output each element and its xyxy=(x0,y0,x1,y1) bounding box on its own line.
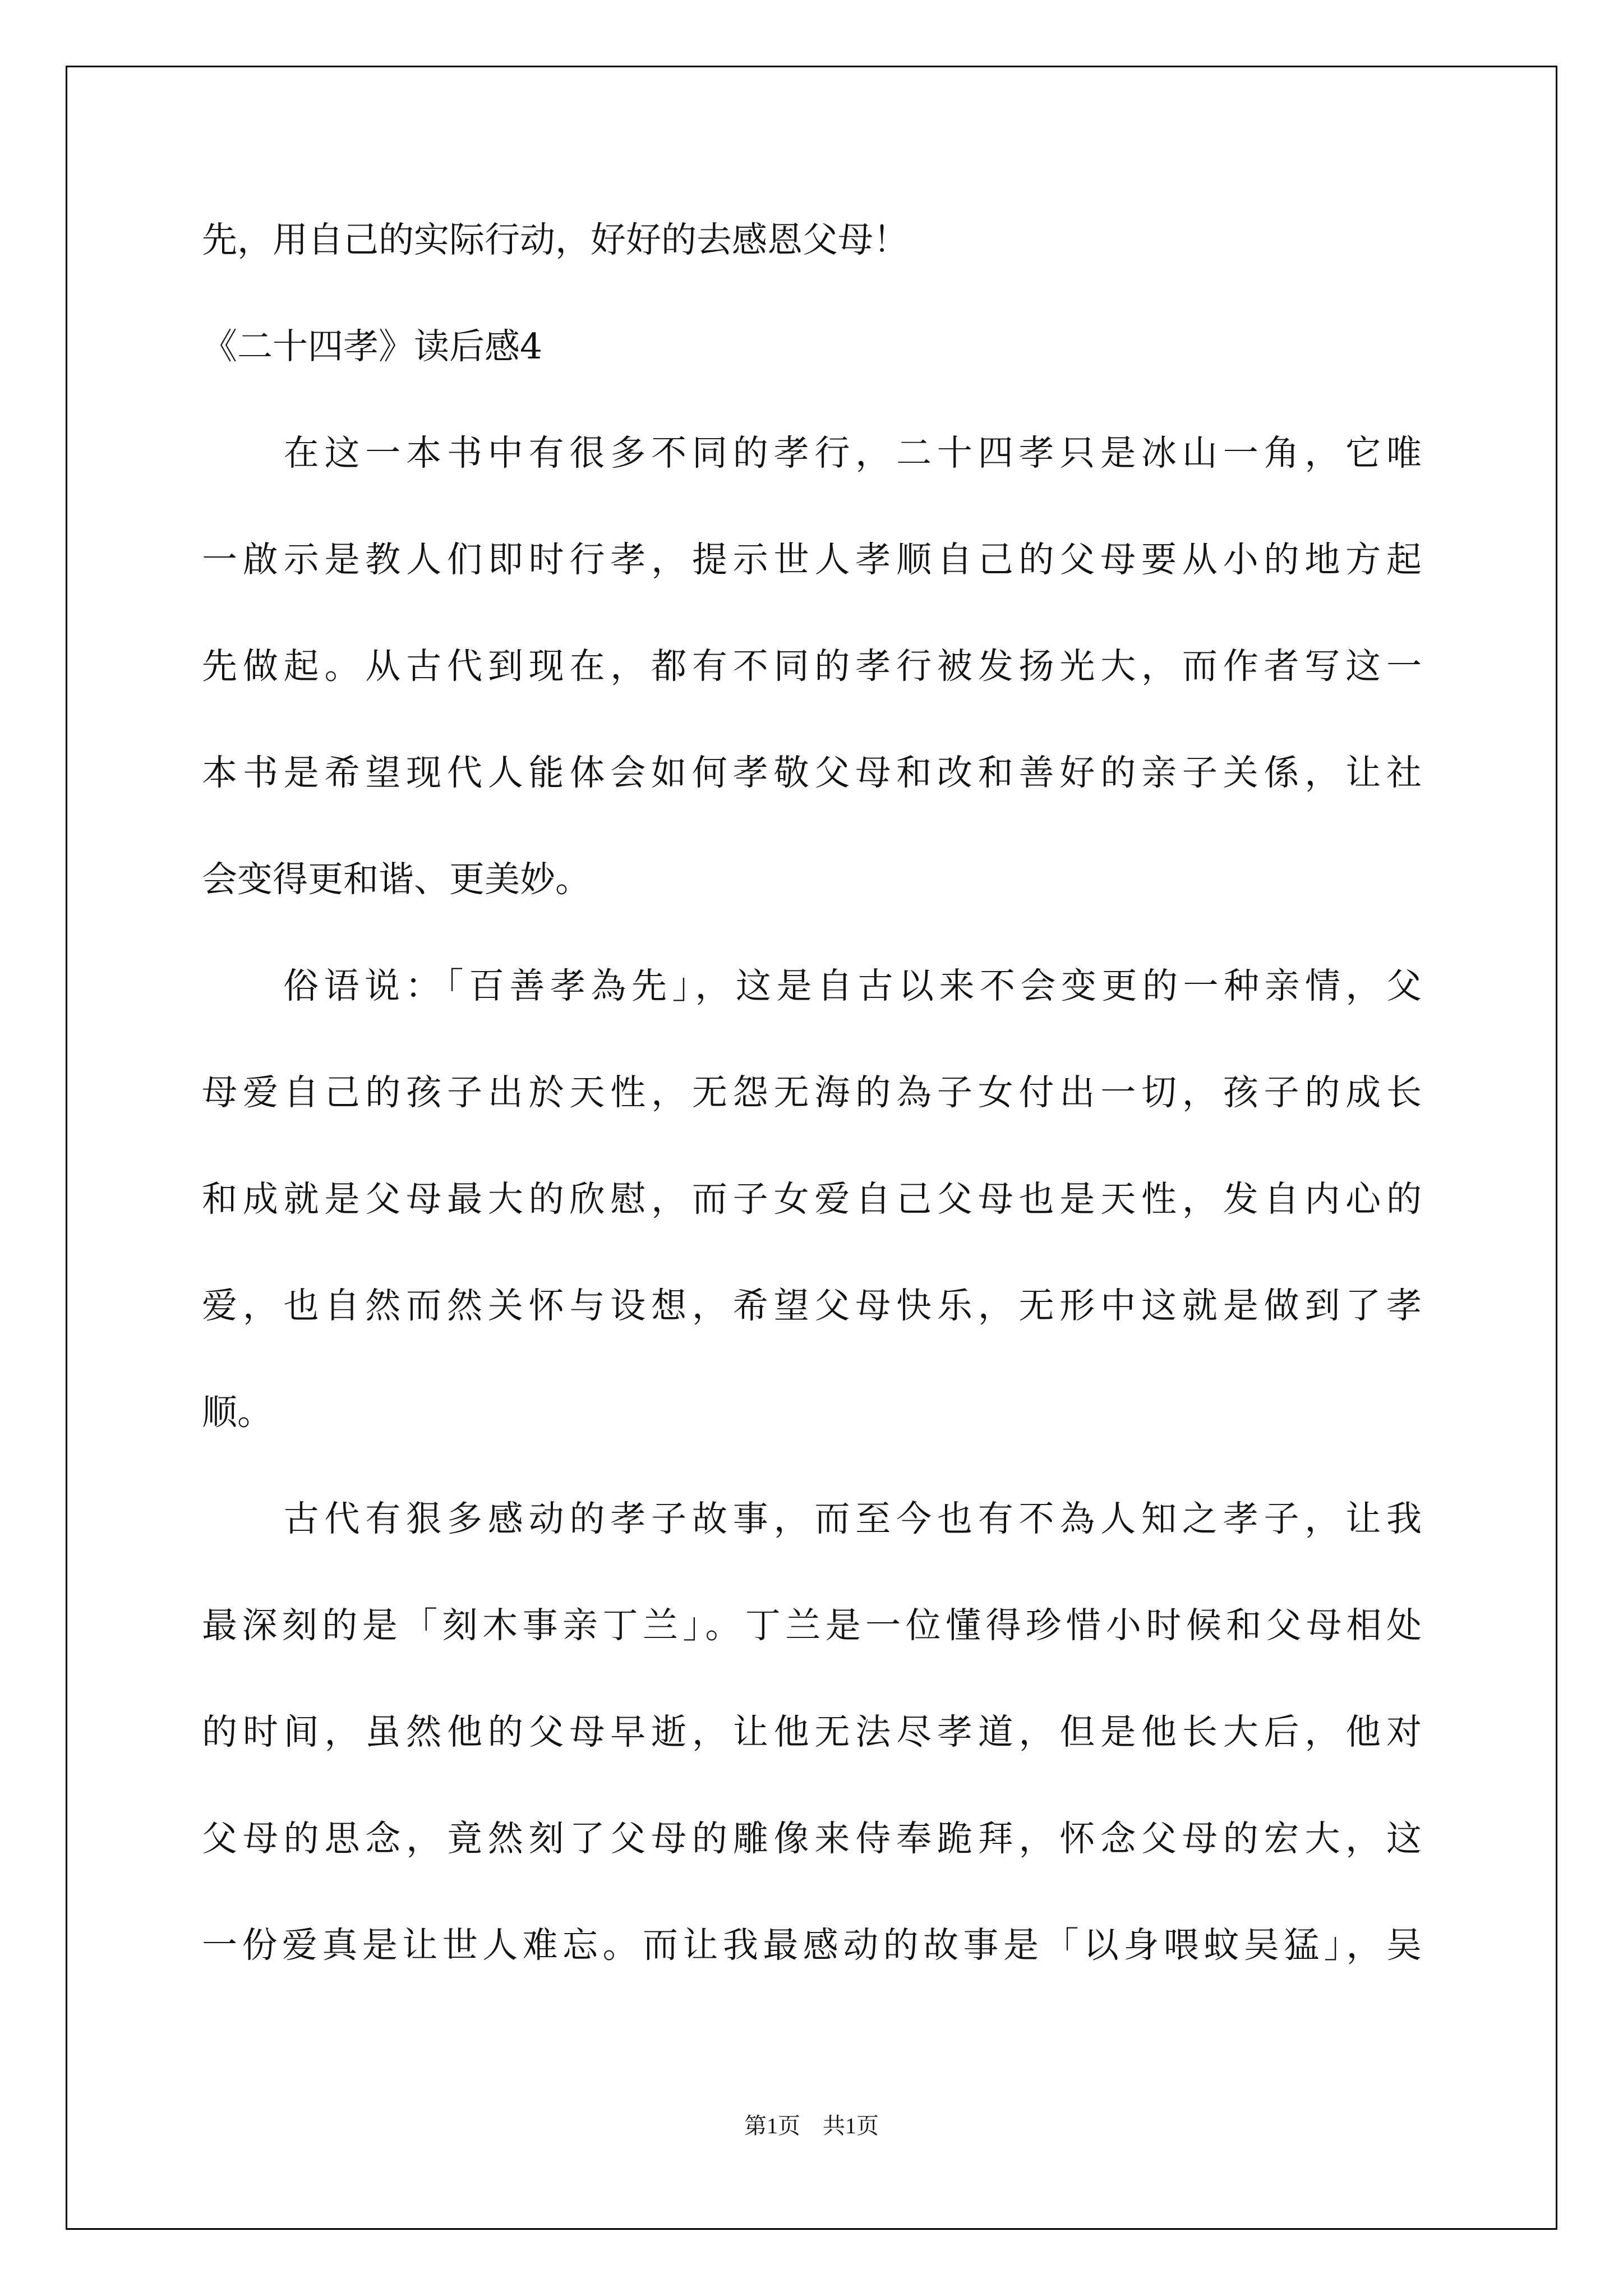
text-line: 先做起。从古代到现在，都有不同的孝行被发扬光大，而作者写这一 xyxy=(202,646,1422,687)
text-line: 最深刻的是「刻木事亲丁兰」。丁兰是一位懂得珍惜小时候和父母相处 xyxy=(202,1605,1422,1646)
document-body xyxy=(202,213,1422,1972)
text-line: 母爱自己的孩子出於天性，无怨无海的為子女付出一切，孩子的成长 xyxy=(202,1072,1422,1113)
text-line: 一啟示是教人们即时行孝，提示世人孝顺自己的父母要从小的地方起 xyxy=(202,539,1422,580)
text-line: 一份爱真是让世人难忘。而让我最感动的故事是「以身喂蚊吴猛」，吴 xyxy=(202,1925,1422,1966)
text-line: 会变得更和谐、更美妙。 xyxy=(202,859,591,900)
text-line: 父母的思念，竟然刻了父母的雕像来侍奉跪拜，怀念父母的宏大，这 xyxy=(202,1818,1422,1859)
text-line: 在这一本书中有很多不同的孝行，二十四孝只是冰山一角，它唯 xyxy=(202,432,1422,473)
text-line: 本书是希望现代人能体会如何孝敬父母和改和善好的亲子关係，让社 xyxy=(202,752,1422,793)
text-line: 的时间，虽然他的父母早逝，让他无法尽孝道，但是他长大后，他对 xyxy=(202,1711,1422,1752)
page-footer xyxy=(0,2112,1623,2140)
text-line: 古代有狠多感动的孝子故事，而至今也有不為人知之孝子，让我 xyxy=(202,1498,1422,1539)
text-line: 先，用自己的实际行动，好好的去感恩父母！ xyxy=(202,219,909,260)
text-line: 顺。 xyxy=(202,1392,273,1433)
page-number-label: 第1页 共1页 xyxy=(744,2113,879,2138)
text-line: 俗语说：「百善孝為先」，这是自古以来不会变更的一种亲情，父 xyxy=(202,965,1422,1006)
text-line: 和成就是父母最大的欣慰，而子女爱自己父母也是天性，发自内心的 xyxy=(202,1179,1422,1220)
text-line: 爱，也自然而然关怀与设想，希望父母快乐，无形中这就是做到了孝 xyxy=(202,1285,1422,1326)
section-title: 《二十四孝》读后感4 xyxy=(202,326,543,367)
